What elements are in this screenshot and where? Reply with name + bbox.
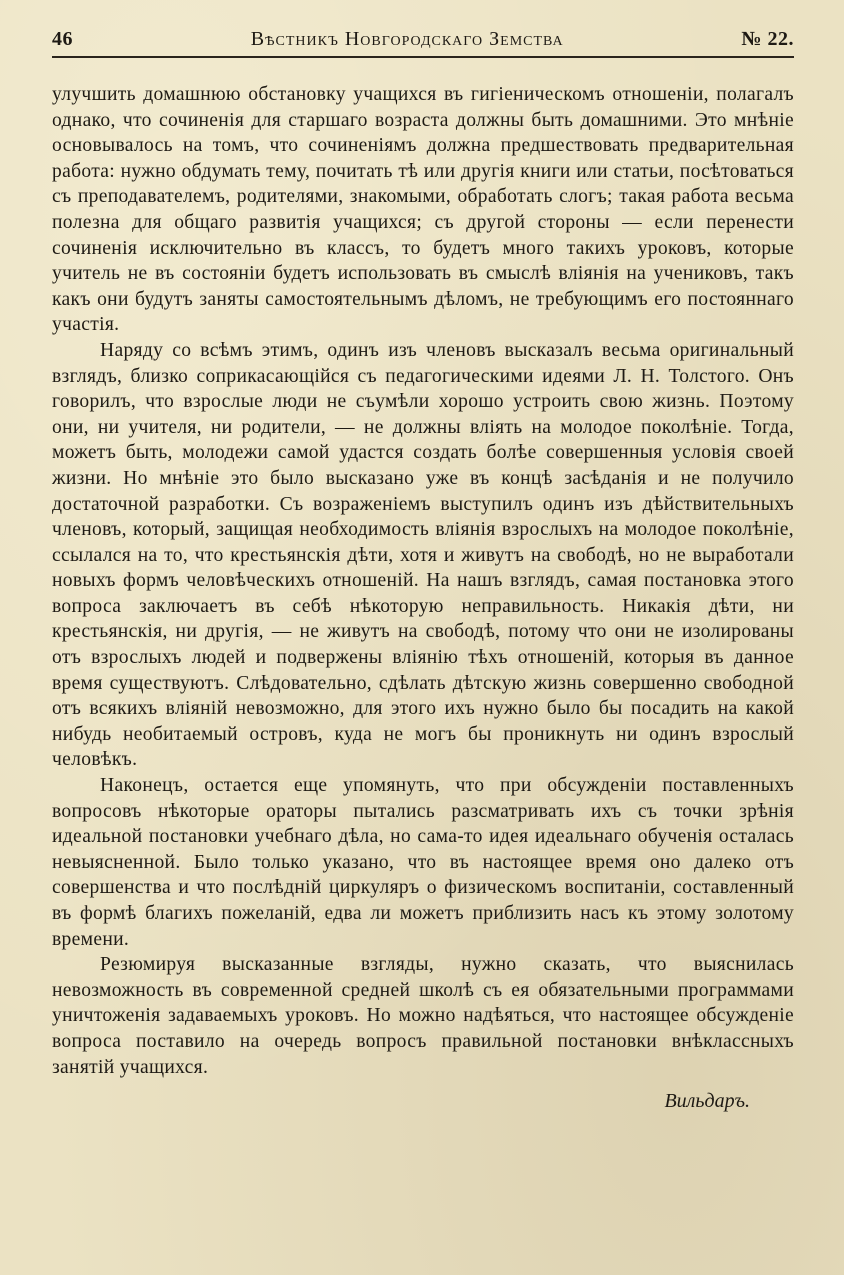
paragraph-continued: улучшить домашнюю обстановку учащихся въ гигіеническомъ отношеніи, полагалъ однако, что сочиненія для старшаго возраста должны быть домашними. Это мнѣніе основывалось на томъ, что сочиненіямъ должна предшествовать предварительная работа: нужно обдумать тему, почитать тѣ или другія книги или статьи, посѣтоваться съ преподавателемъ, родителями, знакомыми, обработать слогъ; такая работа весьма полезна для общаго развитія учащихся; съ другой стороны — если перенести сочиненія исключительно въ классъ, то будетъ много такихъ уроковъ, которые учитель не въ состояніи будетъ использовать въ смыслѣ вліянія на учениковъ, такъ какъ они будутъ заняты самостоятельнымъ дѣломъ, не требующимъ его постояннаго участія.	[52, 84, 794, 336]
paragraph: Наряду со всѣмъ этимъ, одинъ изъ членовъ высказалъ весьма оригинальный взглядъ, близко соприкасающійся съ педагогическими идеями Л. Н. Толстого. Онъ говорилъ, что взрослые люди не съумѣли хорошо устроить свою жизнь. Поэтому они, ни учителя, ни родители, — не должны вліять на молодое поколѣніе. Тогда, можетъ быть, молодежи самой удастся создать болѣе совершенныя условія своей жизни. Но мнѣніе это было высказано уже въ концѣ засѣданія и не получило достаточной разработки. Съ возраженіемъ выступилъ одинъ изъ дѣйствительныхъ членовъ, который, защищая необходимость вліянія взрослыхъ на молодое поколѣніе, ссылался на то, что крестьянскія дѣти, хотя и живутъ на свободѣ, но не выработали новыхъ формъ человѣческихъ отношеній. На нашъ взглядъ, самая постановка этого вопроса заключаетъ въ себѣ нѣкоторую неправильность. Никакія дѣти, ни крестьянскія, ни другія, — не живутъ на свободѣ, потому что они не изолированы отъ взрослыхъ людей и подвержены вліянію тѣхъ отношеній, которыя въ данное время существуютъ. Слѣдовательно, сдѣлать дѣтскую жизнь совершенно свободной отъ всякихъ вліяній невозможно, для этого ихъ нужно было бы посадить на какой нибудь необитаемый островъ, куда не могъ бы проникнуть ни одинъ взрослый человѣкъ.	[52, 339, 794, 771]
author-signature: Вильдаръ.	[664, 1090, 750, 1113]
paragraph: Наконецъ, остается еще упомянуть, что при обсужденіи поставленныхъ вопросовъ нѣкоторые ораторы пытались разсматривать ихъ съ точки зрѣнія идеальной постановки учебнаго дѣла, но сама-то идея идеальнаго обученія осталась невыясненной. Было только указано, что въ настоящее время оно далеко отъ совершенства и что послѣдній циркуляръ о физическомъ воспитаніи, составленный въ формѣ благихъ пожеланій, едва ли можетъ приблизить насъ къ этому золотому времени.	[52, 775, 794, 950]
article-body	[52, 82, 794, 1080]
page-number: 46	[52, 28, 73, 50]
paragraph: Резюмируя высказанные взгляды, нужно сказать, что выяснилась невозможность въ современной средней школѣ съ ея обязательными программами уничтоженія задаваемыхъ уроковъ. Но можно надѣяться, что настоящее обсужденіе вопроса поставило на очередь вопросъ правильной постановки внѣклассныхъ занятій учащихся.	[52, 954, 794, 1078]
running-head	[52, 28, 794, 58]
page	[52, 28, 794, 1113]
journal-title: Вѣстникъ Новгородскаго Земства	[250, 28, 564, 50]
issue-number: № 22.	[741, 28, 794, 50]
